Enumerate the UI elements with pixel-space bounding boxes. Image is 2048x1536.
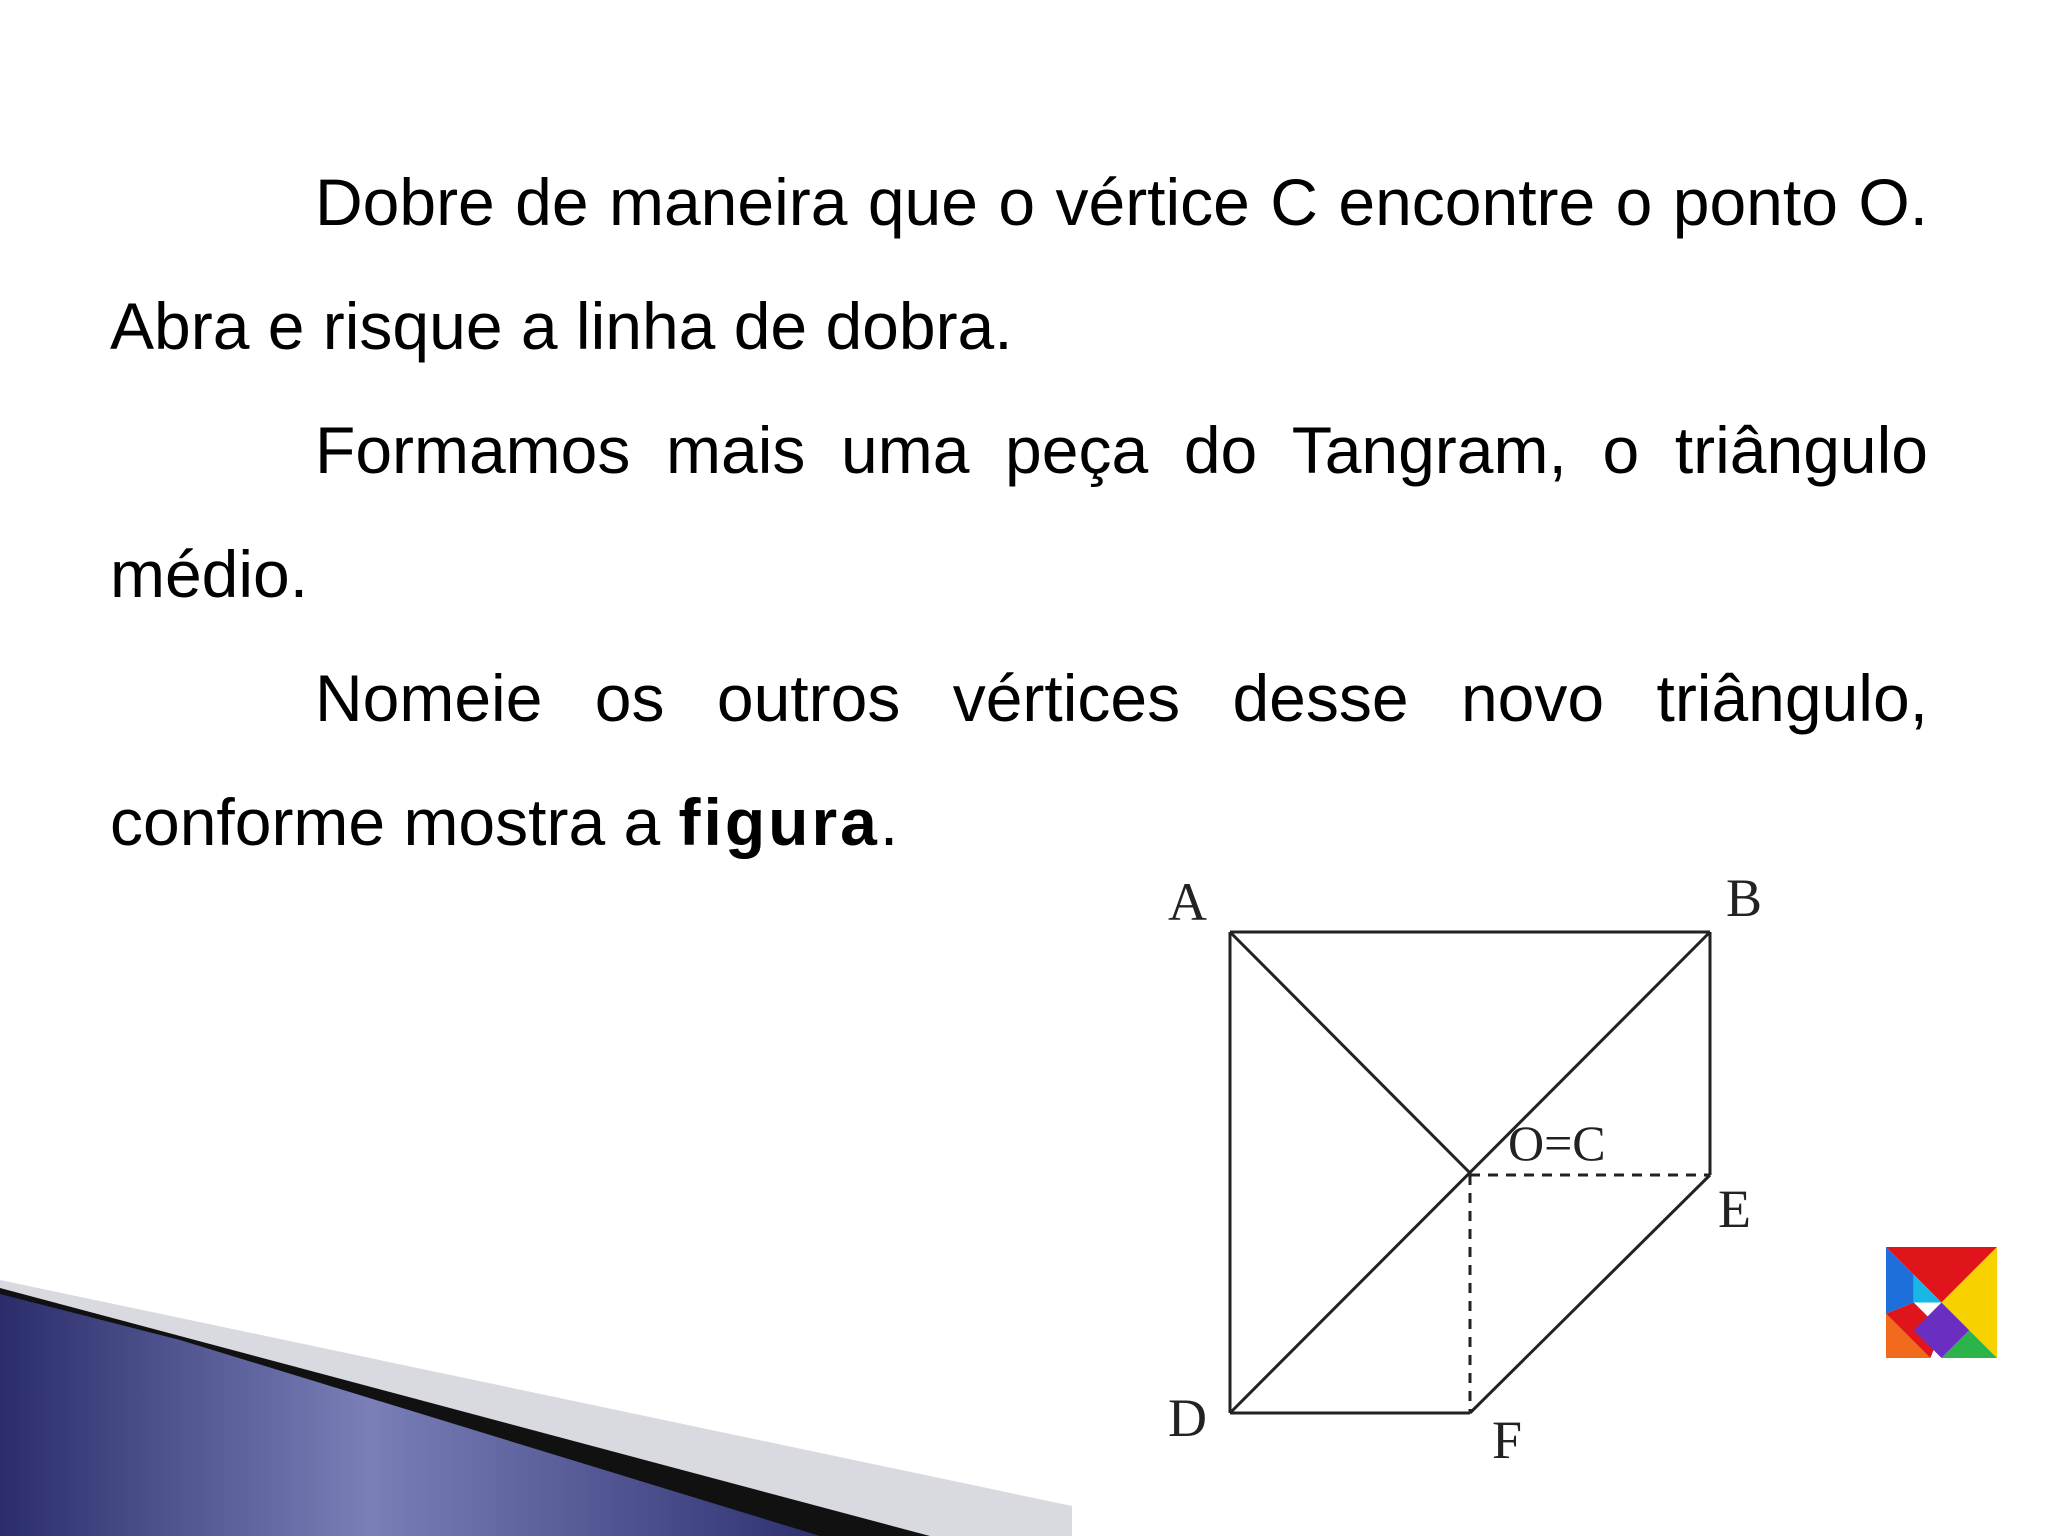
paragraph-3-text: Nomeie os outros vértices desse novo triângulo, conforme mostra a [110,661,1928,859]
tangram-logo-graphic [1886,1247,1997,1358]
paragraph-3-end: . [879,785,899,859]
paragraph-3-bold: figura [678,785,880,859]
tangram-logo-icon [1886,1247,1997,1358]
label-oc: O=C [1508,1115,1606,1171]
label-a: A [1168,872,1207,932]
label-e: E [1718,1179,1751,1239]
swoosh-navy-band [0,1294,820,1536]
slide-corner-swoosh [0,1280,1080,1536]
edge-ef [1470,1175,1710,1413]
body-text [110,140,1928,884]
label-d: D [1168,1388,1207,1448]
paragraph-2: Formamos mais uma peça do Tangram, o triângulo médio. [110,413,1928,611]
label-b: B [1726,870,1763,928]
paragraph-1: Dobre de maneira que o vértice C encontre o ponto O. Abra e risque a linha de dobra. [110,165,1928,363]
tangram-figure [1160,870,1800,1470]
swoosh-graphic [0,1280,1080,1536]
paragraph-3 [110,636,1928,884]
diagonal-ao [1230,932,1470,1173]
tangram-diagram [1160,870,1800,1470]
label-f: F [1492,1410,1523,1470]
